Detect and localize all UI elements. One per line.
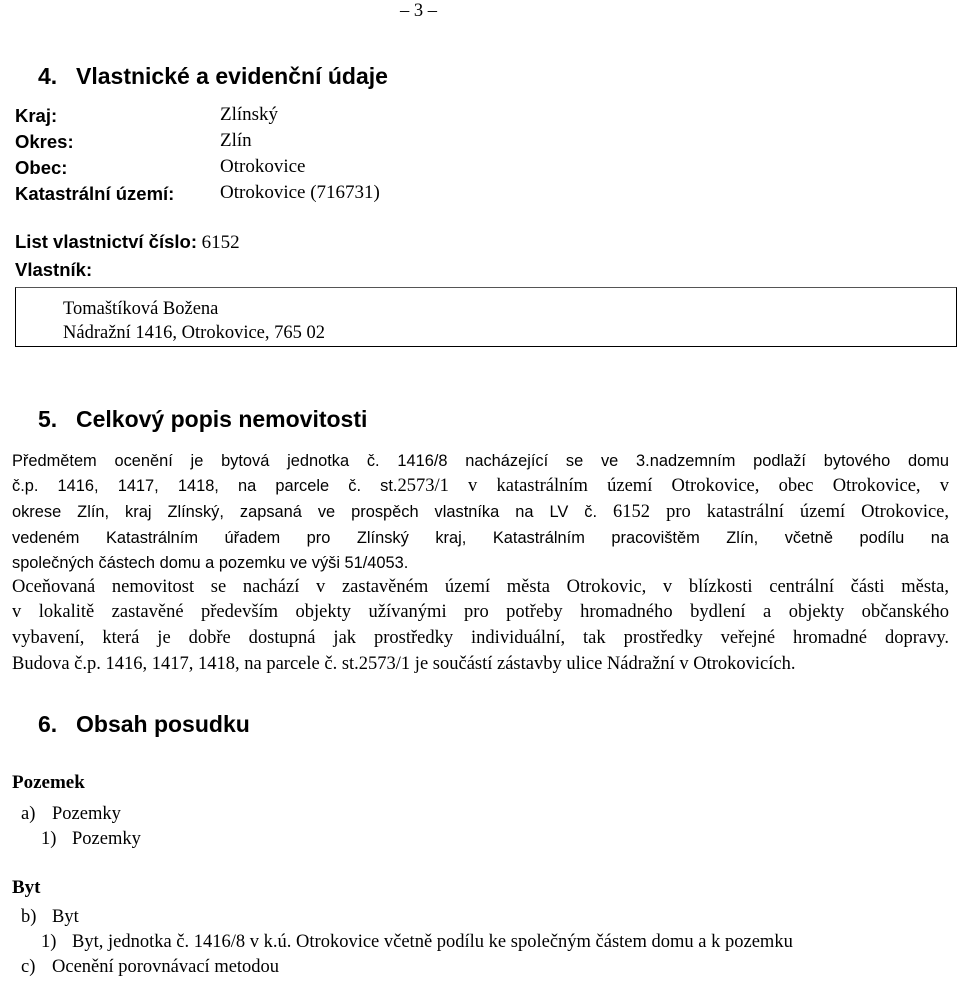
location-line-1: Oceňovaná nemovitost se nachází v zastavěném území města Otrokovic, v blízkosti centrální části města, xyxy=(12,577,949,597)
field-label-okres: Okres: xyxy=(15,131,74,152)
description-line-5: společných částech domu a pozemku ve výši 51/4053. xyxy=(12,554,409,572)
location-line-2: v lokalitě zastavěné především objekty užívanými pro potřeby hromadného bydlení a objekty občanského xyxy=(12,602,949,622)
owner-label: Vlastník: xyxy=(15,259,93,280)
field-value-kraj: Zlínský xyxy=(220,104,279,125)
location-line-4: Budova č.p. 1416, 1417, 1418, na parcele č. st.2573/1 je součástí zástavby ulice Nádražní v Otrokovicích. xyxy=(12,654,796,674)
field-label-obec: Obec: xyxy=(15,157,68,178)
section-4-heading xyxy=(38,63,388,90)
list-text: Pozemky xyxy=(72,829,141,849)
lv-value: 6152 xyxy=(201,232,240,253)
list-text: Byt xyxy=(52,907,79,927)
list-marker: c) xyxy=(21,957,36,977)
section-6-title: Obsah posudku xyxy=(76,711,250,737)
content-item-c xyxy=(21,957,279,978)
content-item-b-1 xyxy=(41,932,793,953)
section-6-heading xyxy=(38,711,250,738)
section-4-title: Vlastnické a evidenční údaje xyxy=(76,63,388,89)
field-value-katastralni-uzemi: Otrokovice (716731) xyxy=(220,182,380,203)
field-value-obec: Otrokovice xyxy=(220,156,306,177)
content-heading-byt: Byt xyxy=(12,877,41,898)
list-marker: 1) xyxy=(41,829,57,849)
list-text: Ocenění porovnávací metodou xyxy=(52,957,280,977)
section-5-number: 5. xyxy=(38,406,58,432)
description-line-3-head: okrese Zlín, kraj Zlínský, zapsaná ve prospěch vlastníka na LV č. xyxy=(12,503,598,521)
field-label-kraj: Kraj: xyxy=(15,105,58,126)
lv-row xyxy=(15,231,240,254)
section-5-heading xyxy=(38,406,367,433)
list-marker: b) xyxy=(21,907,37,927)
field-value-okres: Zlín xyxy=(220,130,252,151)
description-line-1: Předmětem ocenění je bytová jednotka č. 1416/8 nacházející se ve 3.nadzemním podlaží bytového domu xyxy=(12,452,949,470)
list-marker: 1) xyxy=(41,932,57,952)
owner-name: Tomaštíková Božena xyxy=(63,299,219,319)
content-item-b xyxy=(21,907,79,928)
list-marker: a) xyxy=(21,804,36,824)
location-line-3: vybavení, která je dobře dostupná jak prostředky individuální, tak prostředky veřejné hromadné dopravy. xyxy=(12,628,949,648)
description-line-2-head: č.p. 1416, 1417, 1418, na parcele č. st. xyxy=(12,477,398,495)
content-item-a xyxy=(21,804,121,825)
owner-address: Nádražní 1416, Otrokovice, 765 02 xyxy=(63,323,326,343)
list-text: Byt, jednotka č. 1416/8 v k.ú. Otrokovice včetně podílu ke společným částem domu a k pozemku xyxy=(72,932,793,952)
description-line-3 xyxy=(12,500,949,525)
lv-label: List vlastnictví číslo: xyxy=(15,231,197,252)
description-line-2-tail: 2573/1 v katastrálním území Otrokovice, obec Otrokovice, v xyxy=(397,476,950,496)
section-5-title: Celkový popis nemovitosti xyxy=(76,406,368,432)
description-line-4: vedeném Katastrálním úřadem pro Zlínský kraj, Katastrálním pracovištěm Zlín, včetně podílu na xyxy=(12,529,949,547)
list-text: Pozemky xyxy=(52,804,121,824)
section-4-number: 4. xyxy=(38,63,58,89)
content-heading-pozemek: Pozemek xyxy=(12,772,85,793)
description-line-2 xyxy=(12,474,949,499)
section-6-number: 6. xyxy=(38,711,58,737)
description-line-3-tail: 6152 pro katastrální území Otrokovice, xyxy=(613,502,950,522)
content-item-a-1 xyxy=(41,829,141,850)
page-number: – 3 – xyxy=(400,1,437,21)
field-label-katastralni-uzemi: Katastrální území: xyxy=(15,183,175,204)
